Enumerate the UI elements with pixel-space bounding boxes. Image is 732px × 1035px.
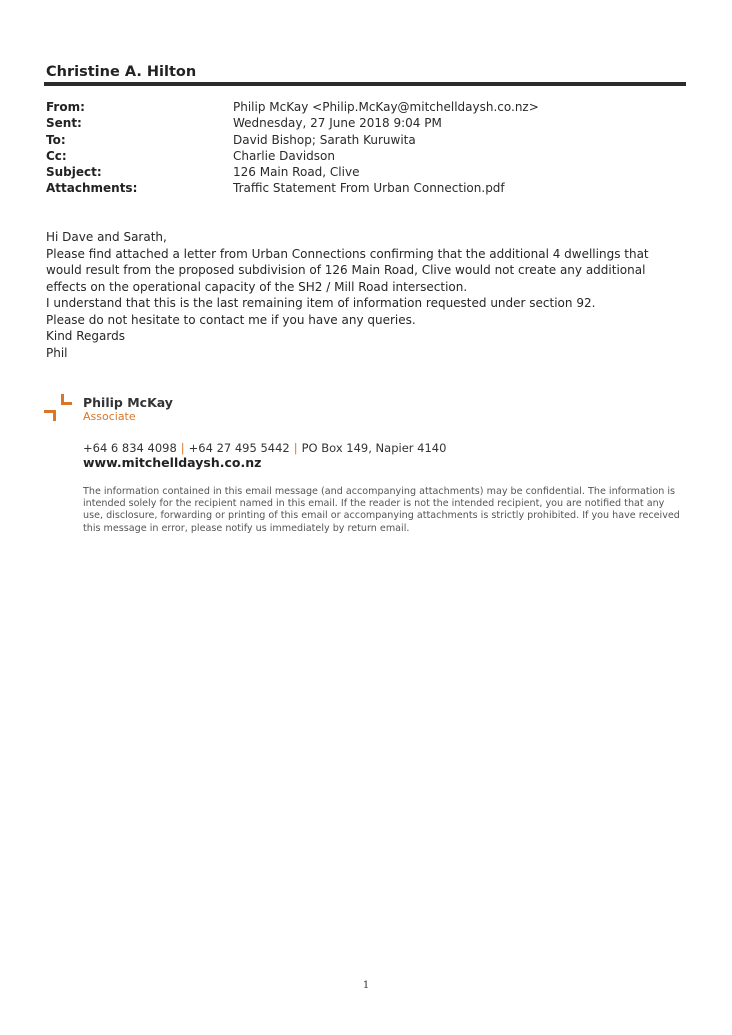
mailbox-owner-name: Christine A. Hilton <box>46 64 197 80</box>
attachment-filename: Traffic Statement From Urban Connection.pdf <box>233 181 505 196</box>
closing: Kind Regards <box>46 329 125 343</box>
header-rule <box>44 82 686 86</box>
sender-short-name: Phil <box>46 345 68 360</box>
subject-label: Subject: <box>46 165 102 180</box>
sent-value: Wednesday, 27 June 2018 9:04 PM <box>233 116 442 131</box>
contact-separator: | <box>180 441 185 455</box>
header-row-cc <box>46 148 539 164</box>
from-label: From: <box>46 100 85 114</box>
to-label: To: <box>46 132 66 147</box>
email-header-fields <box>46 99 539 197</box>
signature-postal-address: PO Box 149, Napier 4140 <box>301 441 447 455</box>
confidentiality-disclaimer: The information contained in this email message (and accompanying attachments) may be confidential. The information is intended solely for the recipient named in this email. If the reader is not the intended recipient, you are notified that any use, disclosure, forwarding or printing of this email or accompanying attachments is strictly prohibited. If you have received this message in error, please notify us immediately by return email. <box>83 486 680 534</box>
header-row-to <box>46 132 539 148</box>
greeting: Hi Dave and Sarath, <box>46 230 167 244</box>
from-value: Philip McKay <Philip.McKay@mitchelldaysh.co.nz> <box>233 100 539 114</box>
cc-label: Cc: <box>46 148 67 163</box>
body-paragraph-1: Please find attached a letter from Urban Connections confirming that the additional 4 dwellings that would result from the proposed subdivision of 126 Main Road, Clive would not create any additional effects on the operational capacity of the SH2 / Mill Road intersection. <box>46 246 649 294</box>
body-paragraph-3: Please do not hesitate to contact me if you have any queries. <box>46 312 416 327</box>
header-row-from <box>46 99 539 115</box>
signature-contact-line <box>83 441 446 455</box>
signature-role: Associate <box>83 410 136 423</box>
signature-phone-office: +64 6 834 4098 <box>83 441 177 455</box>
contact-separator: | <box>293 441 298 455</box>
subject-value: 126 Main Road, Clive <box>233 165 360 180</box>
email-body <box>46 229 686 361</box>
page-number: 1 <box>362 980 370 991</box>
signature-website-link[interactable]: www.mitchelldaysh.co.nz <box>83 455 262 470</box>
signature-name: Philip McKay <box>83 395 173 410</box>
body-paragraph-2: I understand that this is the last remaining item of information requested under section 92. <box>46 296 596 310</box>
to-value: David Bishop; Sarath Kuruwita <box>233 132 416 147</box>
sent-label: Sent: <box>46 116 82 131</box>
cc-value: Charlie Davidson <box>233 148 335 163</box>
header-row-sent <box>46 115 539 131</box>
attachments-label: Attachments: <box>46 181 138 196</box>
company-logo-icon <box>44 394 74 424</box>
header-row-subject <box>46 164 539 180</box>
signature-phone-mobile: +64 27 495 5442 <box>188 441 290 455</box>
header-row-attachments <box>46 180 539 196</box>
